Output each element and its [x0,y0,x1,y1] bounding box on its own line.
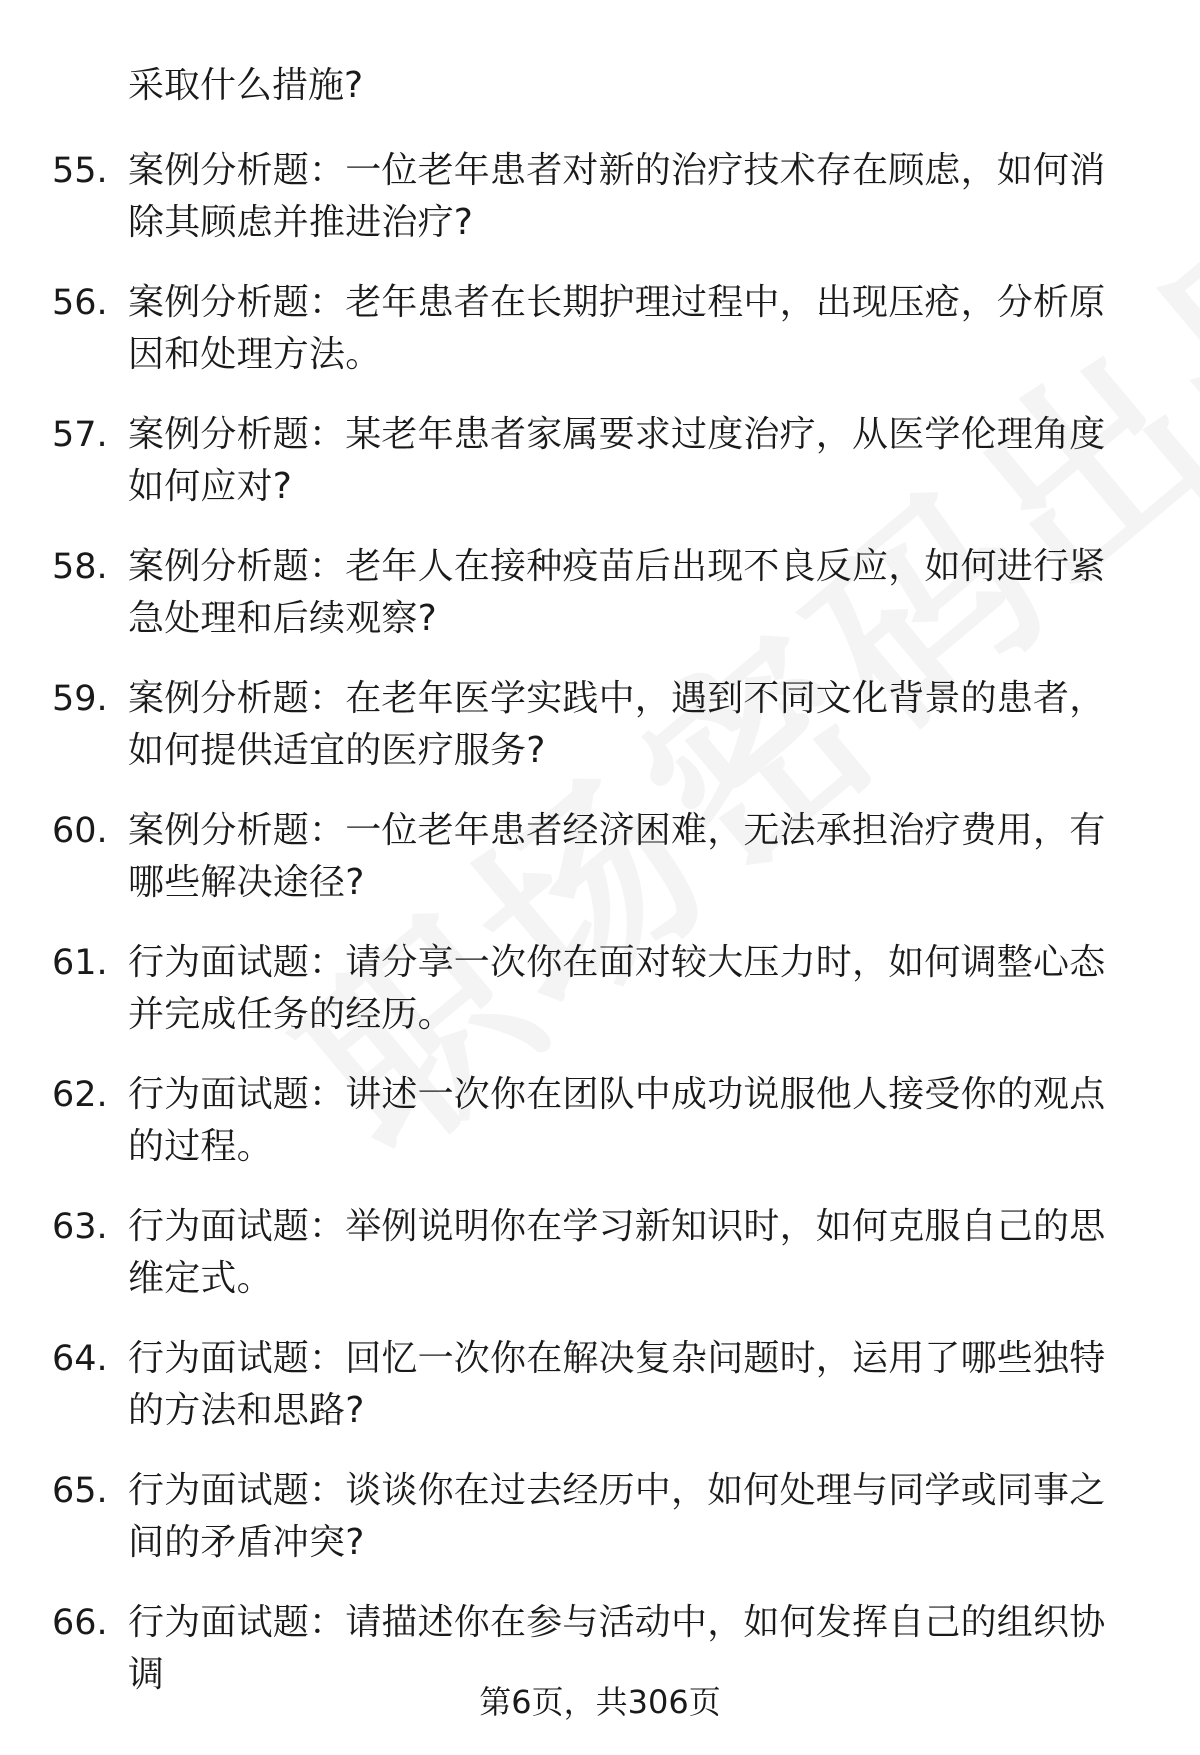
question-text: 案例分析题：某老年患者家属要求过度治疗，从医学伦理角度如何应对? [128,414,1106,507]
question-text: 案例分析题：一位老年患者对新的治疗技术存在顾虑，如何消除其顾虑并推进治疗? [128,150,1106,243]
continuation-text: 采取什么措施? [128,65,364,106]
question-number: 61. [52,943,108,983]
question-text: 行为面试题：讲述一次你在团队中成功说服他人接受你的观点的过程。 [128,1074,1106,1167]
question-list [0,145,1200,1729]
question-number: 65. [52,1471,108,1511]
question-text: 行为面试题：举例说明你在学习新知识时，如何克服自己的思维定式。 [128,1206,1106,1299]
question-text: 案例分析题：一位老年患者经济困难，无法承担治疗费用，有哪些解决途径? [128,810,1106,903]
question-number: 64. [52,1339,108,1379]
question-number: 62. [52,1075,108,1115]
question-item [0,937,1200,1069]
question-item [0,409,1200,541]
question-number: 55. [52,151,108,191]
question-text: 行为面试题：请描述你在参与活动中，如何发挥自己的组织协调 [128,1602,1106,1695]
question-item [0,1201,1200,1333]
question-number: 60. [52,811,108,851]
question-item [0,673,1200,805]
question-item [0,1333,1200,1465]
question-text: 行为面试题：谈谈你在过去经历中，如何处理与同学或同事之间的矛盾冲突? [128,1470,1106,1563]
question-item [0,1465,1200,1597]
page-footer: 第6页，共306页 [479,1683,721,1721]
question-text: 行为面试题：回忆一次你在解决复杂问题时，运用了哪些独特的方法和思路? [128,1338,1106,1431]
question-item [0,145,1200,277]
question-item [0,1069,1200,1201]
question-number: 57. [52,415,108,455]
question-number: 56. [52,283,108,323]
question-item [0,805,1200,937]
question-text: 案例分析题：老年人在接种疫苗后出现不良反应，如何进行紧急处理和后续观察? [128,546,1106,639]
question-item [0,277,1200,409]
question-text: 案例分析题：老年患者在长期护理过程中，出现压疮，分析原因和处理方法。 [128,282,1106,375]
question-number: 66. [52,1603,108,1643]
question-number: 63. [52,1207,108,1247]
question-number: 58. [52,547,108,587]
question-text: 案例分析题：在老年医学实践中，遇到不同文化背景的患者，如何提供适宜的医疗服务? [128,678,1106,771]
question-number: 59. [52,679,108,719]
question-item [0,541,1200,673]
question-text: 行为面试题：请分享一次你在面对较大压力时，如何调整心态并完成任务的经历。 [128,942,1106,1035]
